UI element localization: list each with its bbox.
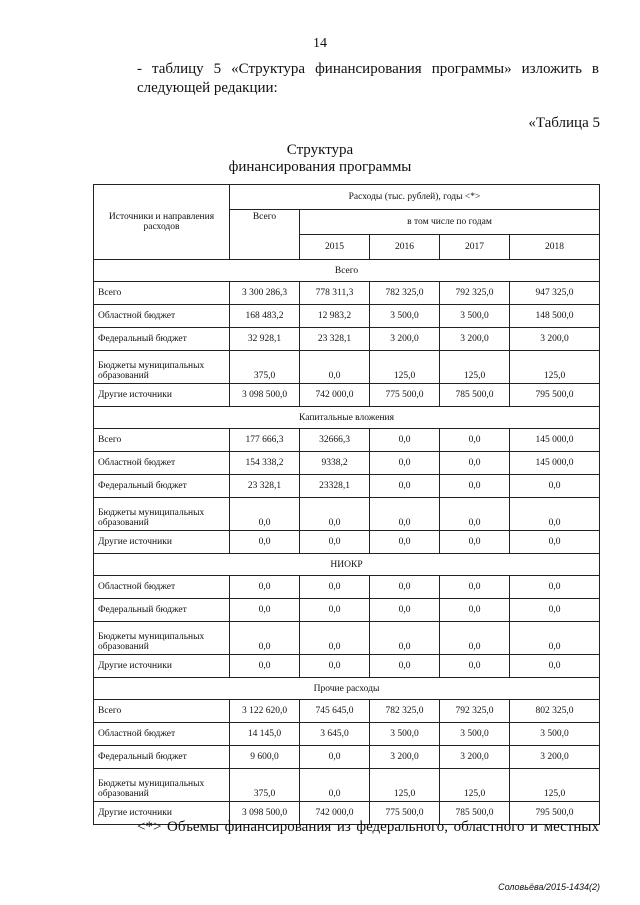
cell-year-2017: 0,0 [440, 531, 510, 554]
cell-year-2018: 0,0 [510, 475, 600, 498]
row-source-name: Федеральный бюджет [94, 599, 230, 622]
row-source-name: Бюджеты муниципальных образований [94, 769, 230, 802]
cell-year-2016: 775 500,0 [370, 384, 440, 407]
row-source-name: Бюджеты муниципальных образований [94, 622, 230, 655]
cell-year-2015: 0,0 [300, 655, 370, 678]
cell-total: 168 483,2 [230, 305, 300, 328]
cell-year-2015: 0,0 [300, 498, 370, 531]
cell-year-2018: 3 200,0 [510, 328, 600, 351]
cell-total: 0,0 [230, 531, 300, 554]
row-source-name: Областной бюджет [94, 576, 230, 599]
section-title: Прочие расходы [94, 678, 600, 700]
cell-total: 375,0 [230, 351, 300, 384]
table-row [94, 328, 600, 351]
section-title: Капитальные вложения [94, 407, 600, 429]
table-caption: «Таблица 5 [528, 115, 600, 131]
cell-year-2016: 782 325,0 [370, 700, 440, 723]
row-source-name: Федеральный бюджет [94, 328, 230, 351]
table-row [94, 384, 600, 407]
cell-year-2018: 0,0 [510, 576, 600, 599]
cell-year-2016: 3 200,0 [370, 746, 440, 769]
cell-total: 3 098 500,0 [230, 384, 300, 407]
table-title [0, 142, 640, 176]
cell-total: 0,0 [230, 498, 300, 531]
table-row [94, 769, 600, 802]
table-row [94, 700, 600, 723]
cell-year-2016: 0,0 [370, 622, 440, 655]
cell-year-2018: 148 500,0 [510, 305, 600, 328]
table-row [94, 746, 600, 769]
cell-total: 0,0 [230, 622, 300, 655]
cell-year-2017: 785 500,0 [440, 802, 510, 825]
cell-year-2017: 792 325,0 [440, 282, 510, 305]
table-row [94, 452, 600, 475]
cell-year-2015: 778 311,3 [300, 282, 370, 305]
cell-year-2018: 795 500,0 [510, 802, 600, 825]
cell-year-2018: 0,0 [510, 531, 600, 554]
header-expenses: Расходы (тыс. рублей), годы <*> [230, 185, 600, 210]
row-source-name: Бюджеты муниципальных образований [94, 351, 230, 384]
cell-year-2015: 0,0 [300, 622, 370, 655]
cell-year-2016: 3 200,0 [370, 328, 440, 351]
header-total: Всего [230, 210, 300, 260]
cell-year-2015: 742 000,0 [300, 384, 370, 407]
row-source-name: Другие источники [94, 655, 230, 678]
cell-year-2017: 3 500,0 [440, 723, 510, 746]
cell-year-2015: 0,0 [300, 599, 370, 622]
cell-year-2016: 775 500,0 [370, 802, 440, 825]
cell-year-2018: 802 325,0 [510, 700, 600, 723]
cell-total: 0,0 [230, 655, 300, 678]
section-header-row [94, 407, 600, 429]
cell-year-2018: 947 325,0 [510, 282, 600, 305]
cell-total: 3 300 286,3 [230, 282, 300, 305]
table-row [94, 599, 600, 622]
cell-total: 14 145,0 [230, 723, 300, 746]
cell-year-2018: 0,0 [510, 655, 600, 678]
cell-year-2016: 0,0 [370, 452, 440, 475]
intro-text-line1: - таблицу 5 «Структура финансирования программы» изложить в [137, 61, 599, 77]
cell-year-2015: 3 645,0 [300, 723, 370, 746]
cell-year-2015: 0,0 [300, 746, 370, 769]
cell-total: 9 600,0 [230, 746, 300, 769]
header-year-2015: 2015 [300, 235, 370, 260]
section-title: Всего [94, 260, 600, 282]
cell-year-2017: 792 325,0 [440, 700, 510, 723]
cell-year-2017: 0,0 [440, 655, 510, 678]
cell-year-2016: 0,0 [370, 475, 440, 498]
cell-year-2018: 0,0 [510, 622, 600, 655]
cell-year-2017: 0,0 [440, 429, 510, 452]
row-source-name: Другие источники [94, 384, 230, 407]
cell-year-2018: 3 200,0 [510, 746, 600, 769]
cell-total: 154 338,2 [230, 452, 300, 475]
cell-year-2015: 0,0 [300, 531, 370, 554]
cell-year-2015: 0,0 [300, 576, 370, 599]
cell-year-2018: 145 000,0 [510, 429, 600, 452]
section-title: НИОКР [94, 554, 600, 576]
cell-year-2017: 0,0 [440, 622, 510, 655]
cell-year-2015: 742 000,0 [300, 802, 370, 825]
cell-total: 3 098 500,0 [230, 802, 300, 825]
financing-table [93, 184, 600, 825]
cell-year-2017: 785 500,0 [440, 384, 510, 407]
cell-year-2017: 125,0 [440, 351, 510, 384]
intro-text-line2: следующей редакции: [137, 80, 278, 96]
header-year-2016: 2016 [370, 235, 440, 260]
header-year-2018: 2018 [510, 235, 600, 260]
cell-year-2018: 145 000,0 [510, 452, 600, 475]
header-source: Источники и направления расходов [94, 185, 230, 260]
footnote: <*> Объемы финансирования из федерального, областного и местных [137, 819, 599, 835]
cell-year-2017: 3 200,0 [440, 746, 510, 769]
cell-year-2018: 0,0 [510, 599, 600, 622]
cell-year-2016: 0,0 [370, 576, 440, 599]
table-row [94, 531, 600, 554]
table-row [94, 655, 600, 678]
section-header-row [94, 554, 600, 576]
table-row [94, 351, 600, 384]
cell-year-2018: 125,0 [510, 351, 600, 384]
cell-total: 3 122 620,0 [230, 700, 300, 723]
cell-year-2015: 23 328,1 [300, 328, 370, 351]
cell-year-2015: 0,0 [300, 769, 370, 802]
table-title-line2: финансирования программы [228, 159, 412, 175]
cell-year-2016: 0,0 [370, 498, 440, 531]
cell-year-2015: 23328,1 [300, 475, 370, 498]
row-source-name: Областной бюджет [94, 452, 230, 475]
cell-total: 0,0 [230, 576, 300, 599]
cell-year-2016: 3 500,0 [370, 723, 440, 746]
cell-year-2017: 0,0 [440, 576, 510, 599]
table-row [94, 498, 600, 531]
cell-year-2015: 9338,2 [300, 452, 370, 475]
row-source-name: Всего [94, 700, 230, 723]
cell-year-2016: 0,0 [370, 655, 440, 678]
row-source-name: Федеральный бюджет [94, 746, 230, 769]
row-source-name: Федеральный бюджет [94, 475, 230, 498]
row-source-name: Областной бюджет [94, 305, 230, 328]
table-row [94, 576, 600, 599]
row-source-name: Другие источники [94, 802, 230, 825]
row-source-name: Областной бюджет [94, 723, 230, 746]
table-title-line1: Структура [286, 142, 354, 158]
cell-year-2015: 32666,3 [300, 429, 370, 452]
table-row [94, 282, 600, 305]
cell-year-2017: 3 200,0 [440, 328, 510, 351]
section-header-row [94, 260, 600, 282]
cell-year-2016: 782 325,0 [370, 282, 440, 305]
cell-year-2017: 0,0 [440, 475, 510, 498]
cell-year-2017: 3 500,0 [440, 305, 510, 328]
cell-year-2018: 795 500,0 [510, 384, 600, 407]
section-header-row [94, 678, 600, 700]
cell-year-2016: 3 500,0 [370, 305, 440, 328]
cell-year-2017: 0,0 [440, 599, 510, 622]
table-row [94, 305, 600, 328]
cell-year-2015: 0,0 [300, 351, 370, 384]
cell-year-2017: 0,0 [440, 498, 510, 531]
cell-year-2018: 3 500,0 [510, 723, 600, 746]
table-row [94, 622, 600, 655]
table-row [94, 429, 600, 452]
cell-year-2015: 12 983,2 [300, 305, 370, 328]
cell-total: 177 666,3 [230, 429, 300, 452]
cell-year-2016: 125,0 [370, 351, 440, 384]
cell-year-2018: 0,0 [510, 498, 600, 531]
cell-year-2016: 125,0 [370, 769, 440, 802]
header-year-2017: 2017 [440, 235, 510, 260]
row-source-name: Бюджеты муниципальных образований [94, 498, 230, 531]
cell-total: 23 328,1 [230, 475, 300, 498]
page-number: 14 [313, 36, 327, 51]
header-by-years: в том числе по годам [300, 210, 600, 235]
row-source-name: Всего [94, 282, 230, 305]
cell-total: 375,0 [230, 769, 300, 802]
cell-year-2017: 0,0 [440, 452, 510, 475]
cell-year-2017: 125,0 [440, 769, 510, 802]
cell-year-2016: 0,0 [370, 531, 440, 554]
row-source-name: Всего [94, 429, 230, 452]
cell-total: 32 928,1 [230, 328, 300, 351]
cell-year-2018: 125,0 [510, 769, 600, 802]
cell-year-2016: 0,0 [370, 429, 440, 452]
cell-year-2016: 0,0 [370, 599, 440, 622]
table-row [94, 723, 600, 746]
document-stamp: Соловьёва/2015-1434(2) [498, 882, 600, 892]
cell-total: 0,0 [230, 599, 300, 622]
cell-year-2015: 745 645,0 [300, 700, 370, 723]
table-row [94, 475, 600, 498]
row-source-name: Другие источники [94, 531, 230, 554]
